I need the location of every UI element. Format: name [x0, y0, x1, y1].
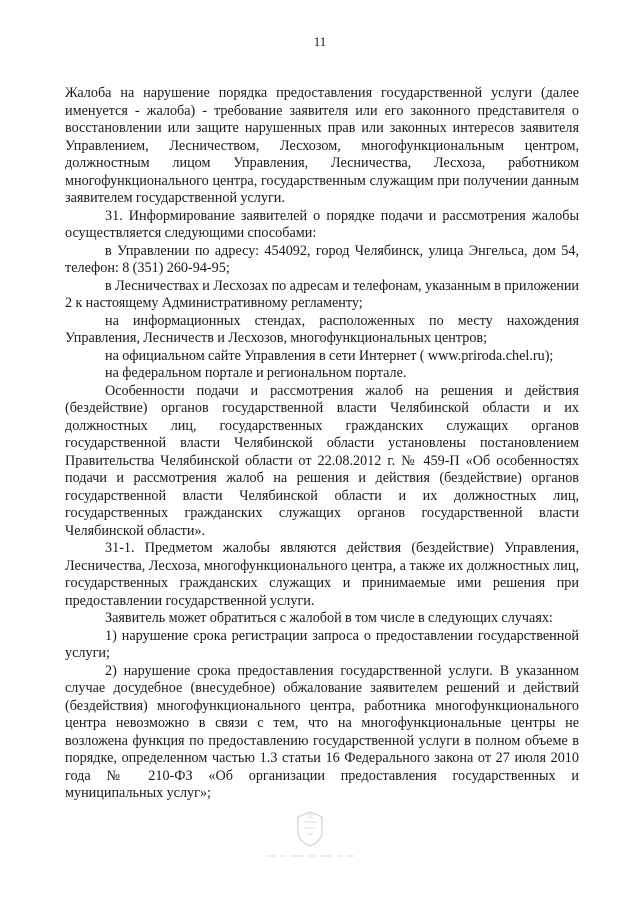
- paragraph-31-1-subject: 31-1. Предметом жалобы являются действия (бездействие) Управления, Лесничества, Лесхоза, многофункционального центра, а также их должностных лиц, государственных гражданских служащих и принимаемые ими решения при предоставлении государственной услуги.: [65, 540, 579, 609]
- paragraph-case-1: 1) нарушение срока регистрации запроса о предоставлении государственной услуги;: [65, 627, 579, 661]
- paragraph-31-informing: 31. Информирование заявителей о порядке подачи и рассмотрения жалобы осуществляется следующими способами:: [65, 207, 579, 241]
- paragraph-resolution-459p: Особенности подачи и рассмотрения жалоб на решения и действия (бездействие) органов государственной власти Челябинской области и их должностных лиц, государственных гражданских служащих органов государственной власти Челябинской области установлены постановлением Правительства Челябинской области от 22.08.2012 г. № 459-П «Об особенностях подачи и рассмотрения жалоб на решения и действия (бездействие) органов государственной власти Челябинской области и их должностных лиц, государственных гражданских служащих органов государственной власти Челябинской области».: [65, 382, 579, 539]
- paragraph-cases-intro: Заявитель может обратиться с жалобой в том числе в следующих случаях:: [105, 610, 553, 626]
- paragraph-complaint-definition: Жалоба на нарушение порядка предоставления государственной услуги (далее именуется - жалоба) - требование заявителя или его законного представителя о восстановлении или защите нарушенных прав или законных интересов заявителя Управлением, Лесничеством, Лесхозом, многофункциональным центром, должностным лицом Управления, Лесничества, Лесхоза, работником многофункционального центра, государственным служащим при получении данным заявителем государственной услуги.: [65, 85, 579, 206]
- paragraph-forestries: в Лесничествах и Лесхозах по адресам и телефонам, указанным в приложении 2 к настоящему Административному регламенту;: [65, 277, 579, 311]
- paragraph-portals: на федеральном портале и региональном портале.: [105, 365, 407, 381]
- coat-of-arms-seal-icon: [260, 808, 360, 864]
- page-number: 11: [313, 34, 327, 49]
- document-body: [65, 85, 579, 803]
- paragraph-info-stands: на информационных стендах, расположенных по месту нахождения Управления, Лесничеств и Лесхозов, многофункциональных центров;: [65, 312, 579, 346]
- paragraph-address-directorate: в Управлении по адресу: 454092, город Челябинск, улица Энгельса, дом 54, телефон: 8 (351) 260-94-95;: [65, 242, 579, 276]
- paragraph-case-2: 2) нарушение срока предоставления государственной услуги. В указанном случае досудебное (внесудебное) обжалование заявителем решений и действий (бездействия) многофункционального центра, работника многофункционального центра невозможно в связи с тем, что на многофункциональные центры не возложена функция по предоставлению государственной услуги в полном объеме в порядке, определенном частью 1.3 статьи 16 Федерального закона от 27 июля 2010 года № 210-ФЗ «Об организации предоставления государственных и муниципальных услуг»;: [65, 662, 579, 801]
- paragraph-official-site: на официальном сайте Управления в сети Интернет ( www.priroda.chel.ru);: [105, 347, 554, 364]
